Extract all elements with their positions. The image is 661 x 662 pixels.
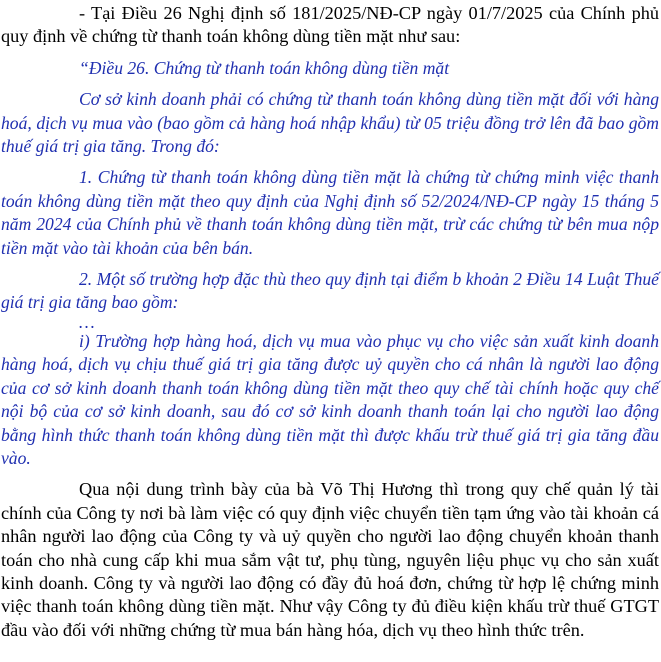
- quoted-ellipsis: …: [79, 311, 95, 332]
- quoted-paragraph-2: 1. Chứng từ thanh toán không dùng tiền mặt là chứng từ chứng minh việc thanh toán không dùng tiền mặt theo quy định của Nghị định số 52/2024/NĐ-CP ngày 15 tháng 5 năm 2024 của Chính phủ về thanh toán không dùng tiền mặt, trừ các chứng từ bên mua nộp tiền mặt vào tài khoản của bên bán.: [1, 167, 659, 258]
- intro-paragraph: - Tại Điều 26 Nghị định số 181/2025/NĐ-CP ngày 01/7/2025 của Chính phủ quy định về chứng từ thanh toán không dùng tiền mặt như sau:: [1, 3, 659, 47]
- quoted-article-title: “Điều 26. Chứng từ thanh toán không dùng tiền mặt: [79, 57, 450, 78]
- quoted-paragraph-1: Cơ sở kinh doanh phải có chứng từ thanh toán không dùng tiền mặt đối với hàng hoá, dịch vụ mua vào (bao gồm cả hàng hoá nhập khẩu) từ 05 triệu đồng trở lên đã bao gồm thuế giá trị gia tăng. Trong đó:: [1, 89, 659, 157]
- quoted-paragraph-4: i) Trường hợp hàng hoá, dịch vụ mua vào phục vụ cho việc sản xuất kinh doanh hàng hoá, dịch vụ chịu thuế giá trị gia tăng được uỷ quyền cho cá nhân là người lao động của cơ sở kinh doanh thanh toán không dùng tiền mặt theo quy chế tài chính hoặc quy chế nội bộ của cơ sở kinh doanh, sau đó cơ sở kinh doanh thanh toán lại cho người lao động bằng hình thức thanh toán không dùng tiền mặt thì được khấu trừ thuế giá trị gia tăng đầu vào.: [1, 330, 659, 468]
- conclusion-paragraph: Qua nội dung trình bày của bà Võ Thị Hương thì trong quy chế quản lý tài chính của Công ty nơi bà làm việc có quy định việc chuyển tiền tạm ứng vào tài khoản cá nhân người lao động của Công ty và uỷ quyền cho người lao động chuyển khoản thanh toán cho nhà cung cấp khi mua sắm vật tư, phụ tùng, nguyên liệu phục vụ cho sản xuất kinh doanh. Công ty và người lao động có đầy đủ hoá đơn, chứng từ hợp lệ chứng minh việc thanh toán không dùng tiền mặt. Như vậy Công ty đủ điều kiện khấu trừ thuế GTGT đầu vào đối với những chứng từ mua bán hàng hóa, dịch vụ theo hình thức trên.: [1, 479, 659, 640]
- quoted-paragraph-3: 2. Một số trường hợp đặc thù theo quy định tại điểm b khoản 2 Điều 14 Luật Thuế giá trị gia tăng bao gồm:: [1, 269, 659, 313]
